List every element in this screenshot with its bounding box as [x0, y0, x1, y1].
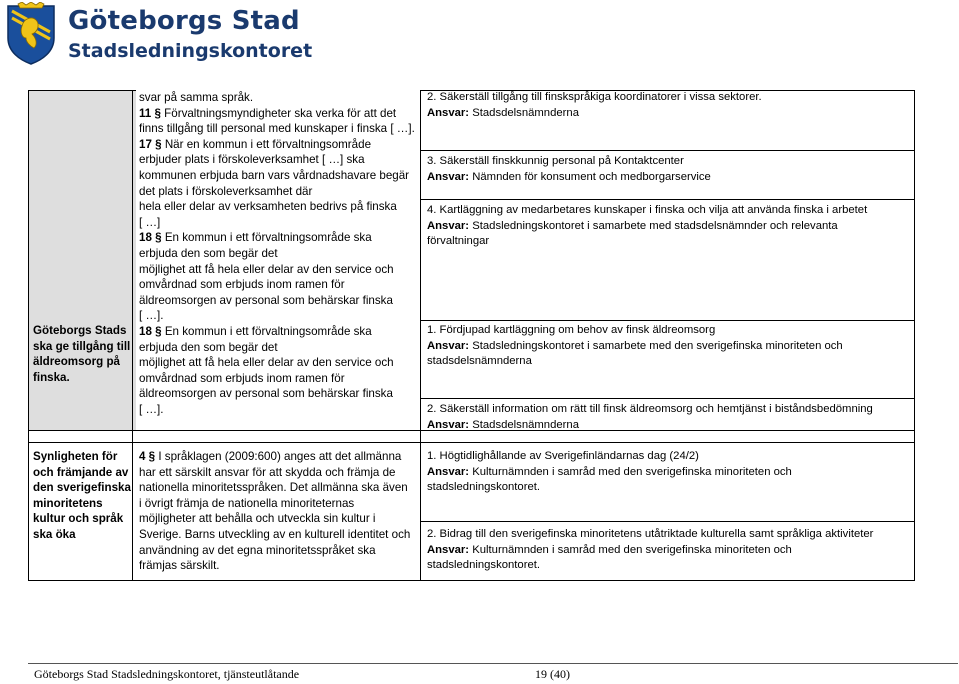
action-item	[427, 154, 711, 185]
action-divider	[420, 521, 914, 522]
action-responsible: Ansvar: Nämnden för konsument och medborgarservice	[427, 170, 711, 183]
law-line: [ …]	[139, 215, 161, 229]
footer-rule	[28, 663, 958, 664]
footer-text: Göteborgs Stad Stadsledningskontoret, tjänsteutlåtande	[34, 667, 300, 681]
action-item	[427, 449, 792, 496]
action-responsible: Ansvar: Stadsdelsnämnderna	[427, 106, 579, 119]
law-line: hela eller delar av verksamheten bedrivs på finska	[139, 200, 397, 214]
law-line: erbjuda den som begär det	[139, 340, 278, 354]
law-line: äldreomsorgen av personal som behärskar finska	[139, 293, 393, 307]
action-responsible-cont: förvaltningar	[427, 235, 490, 248]
action-divider	[420, 320, 914, 321]
law-line: 18 § En kommun i ett förvaltningsområde ska	[139, 324, 372, 338]
action-responsible: Ansvar: Stadsdelsnämnderna	[427, 418, 579, 431]
goal-line: finska.	[33, 370, 70, 384]
goal-line: Synligheten för	[33, 450, 118, 463]
goal-line: den sverigefinska	[33, 481, 131, 495]
law-line: har ett särskilt ansvar för att skydda och främja de	[139, 465, 396, 479]
law-line: erbjuda den som begär det	[139, 246, 278, 260]
law-line: nationella minoritetsspråken. Det allmänna ska även	[139, 481, 408, 495]
action-title: 2. Bidrag till den sverigefinska minoritetens utåtriktade kulturella samt språkliga aktiviteter	[427, 528, 874, 540]
law-line: [ …].	[139, 309, 164, 323]
table-bottom-border	[28, 580, 914, 581]
column-divider	[420, 90, 421, 581]
law-cell	[139, 449, 410, 574]
goal-line: ska ge tillgång till	[33, 339, 131, 353]
action-title: 2. Säkerställ tillgång till finskspråkiga koordinatorer i vissa sektorer.	[427, 91, 762, 103]
action-title: 1. Fördjupad kartläggning om behov av finsk äldreomsorg	[427, 324, 716, 336]
goal-cell	[33, 449, 131, 543]
column-divider	[132, 90, 133, 581]
law-line: främjas särskilt.	[139, 559, 220, 573]
action-title: 3. Säkerställ finskkunnig personal på Kontaktcenter	[427, 155, 684, 167]
law-line: 17 § När en kommun i ett förvaltningsområde	[139, 137, 372, 151]
action-responsible: Ansvar: Stadsledningskontoret i samarbete med den sverigefinska minoriteten och	[427, 339, 843, 352]
goal-line: kultur och språk	[33, 512, 124, 526]
goal-line: och främjande av	[33, 465, 129, 479]
law-line: möjlighet att få hela eller delar av den service och	[139, 262, 394, 276]
law-line: användning av det egna minoritetsspråket ska	[139, 543, 376, 557]
action-item	[427, 323, 843, 370]
action-title: 4. Kartläggning av medarbetares kunskaper i finska och vilja att använda finska i arbetet	[427, 204, 868, 216]
action-responsible: Ansvar: Stadsledningskontoret i samarbete med stadsdelsnämnder och relevanta	[427, 219, 838, 232]
action-item	[427, 203, 867, 250]
goal-line: Göteborgs Stads	[33, 324, 127, 337]
action-item	[427, 402, 873, 433]
law-line: 18 § En kommun i ett förvaltningsområde ska	[139, 231, 372, 245]
law-line: kommunen erbjuda barn vars vårdnadshavare begär	[139, 168, 410, 182]
law-line: det plats i förskoleverksamhet där	[139, 184, 313, 198]
law-line: möjligheter att behålla och utveckla sin kultur i	[139, 512, 376, 526]
action-divider	[420, 150, 914, 151]
goal-line: minoritetens	[33, 496, 103, 510]
law-line: omvårdnad som erbjuds inom ramen för	[139, 278, 345, 292]
action-divider	[420, 199, 914, 200]
action-responsible-cont: stadsledningskontoret.	[427, 481, 541, 494]
page-number: 19 (40)	[535, 667, 570, 681]
law-line: 4 § I språklagen (2009:600) anges att det allmänna	[139, 450, 402, 463]
action-item	[427, 90, 762, 121]
table-left-border	[28, 90, 29, 581]
goal-line: äldreomsorg på	[33, 355, 120, 369]
law-line: omvårdnad som erbjuds inom ramen för	[139, 371, 345, 385]
law-line: äldreomsorgen av personal som behärskar finska	[139, 387, 393, 401]
law-line: [ …].	[139, 402, 164, 416]
law-line: i övrigt främja de nationella minoriteternas	[139, 496, 355, 510]
law-line: erbjuder plats i förskoleverksamhet [ …] ska	[139, 153, 365, 167]
action-divider	[420, 398, 914, 399]
law-line: 11 § Förvaltningsmyndigheter ska verka för att det	[139, 106, 397, 120]
action-responsible: Ansvar: Kulturnämnden i samråd med den sverigefinska minoriteten och	[427, 543, 792, 556]
action-item	[427, 527, 873, 574]
law-line: svar på samma språk.	[139, 91, 254, 104]
coat-of-arms-lion-icon	[2, 2, 60, 66]
law-line: finns tillgång till personal med kunskaper i finska [ …].	[139, 122, 415, 136]
org-name: Göteborgs Stad	[68, 6, 300, 36]
law-line: möjlighet att få hela eller delar av den service och	[139, 356, 394, 370]
table-top-border-left	[28, 90, 136, 91]
goal-line: ska öka	[33, 527, 76, 541]
action-title: 1. Högtidlighållande av Sverigefinländarnas dag (24/2)	[427, 450, 699, 462]
action-responsible-cont: stadsdelsnämnderna	[427, 355, 532, 368]
law-cell	[139, 90, 415, 417]
action-responsible: Ansvar: Kulturnämnden i samråd med den sverigefinska minoriteten och	[427, 465, 792, 478]
table-right-border	[914, 90, 915, 581]
goal-cell	[33, 323, 130, 385]
row-divider	[28, 442, 914, 443]
org-department: Stadsledningskontoret	[68, 40, 313, 62]
action-responsible-cont: stadsledningskontoret.	[427, 559, 541, 572]
action-title: 2. Säkerställ information om rätt till finsk äldreomsorg och hemtjänst i biståndsbedömning	[427, 403, 873, 415]
law-line: Sverige. Barns utveckling av en kulturell identitet och	[139, 527, 411, 541]
